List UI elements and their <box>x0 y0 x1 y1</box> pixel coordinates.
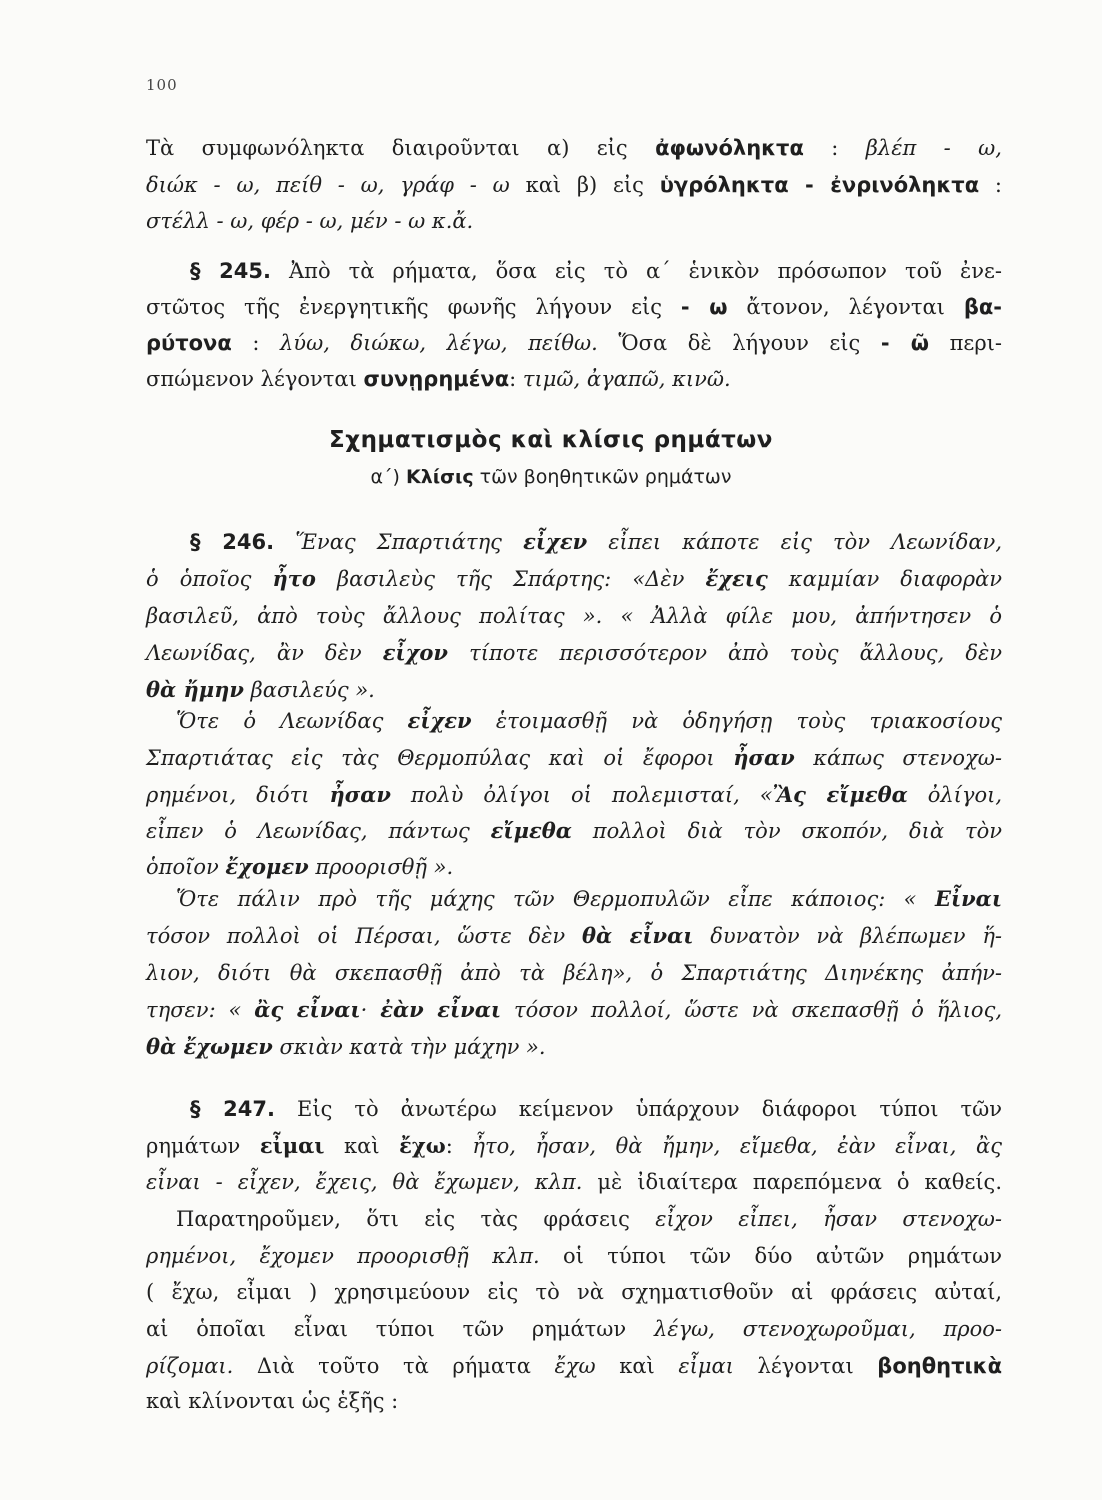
s247-line-7: αἱ ὁποῖαι εἶναι τύποι τῶν ρημάτων λέγω, στενοχωροῦμαι, προο- <box>146 1317 1002 1341</box>
s247-line-1: § 247. Εἰς τὸ ἀνωτέρω κείμενον ὑπάρχουν διάφοροι τύποι τῶν <box>190 1097 1002 1121</box>
term-synirimena: συνῃρημένα <box>363 367 510 391</box>
s247-line-8: ρίζομαι. Διὰ τοῦτο τὰ ρήματα ἔχω καὶ εἶμαι λέγονται βοηθητικὰ <box>146 1354 1002 1378</box>
s246-line-9: εἶπεν ὁ Λεωνίδας, πάντως εἴμεθα πολλοὶ διὰ τὸν σκοπόν, διὰ τὸν <box>146 818 1002 843</box>
term-voithitika: βοηθητικὰ <box>877 1354 1002 1378</box>
s247-line-4: Παρατηροῦμεν, ὅτι εἰς τὰς φράσεις εἶχον εἶπει, ἦσαν στενοχω- <box>176 1207 1002 1231</box>
s247-line-3: εἶναι - εἶχεν, ἔχεις, θὰ ἔχωμεν, κλπ. μὲ ἰδιαίτερα παρεπόμενα ὁ καθείς. <box>146 1170 1002 1194</box>
section-247-number: § 247. <box>190 1097 275 1121</box>
s246-line-15: θὰ ἔχωμεν σκιὰν κατὰ τὴν μάχην ». <box>146 1034 546 1059</box>
intro-line-1: Τὰ συμφωνόληκτα διαιροῦνται α) εἰς ἀφωνόληκτα : βλέπ - ω, <box>146 136 1002 160</box>
term-ygrolikta: ὑγρόληκτα - ἐνρινόληκτα <box>659 173 980 197</box>
s245-line-1: § 245. Ἀπὸ τὰ ρήματα, ὅσα εἰς τὸ α΄ ἑνικὸν πρόσωπον τοῦ ἐνε- <box>190 259 1002 283</box>
page-number: 100 <box>146 76 178 94</box>
s246-line-6: Ὅτε ὁ Λεωνίδας εἶχεν ἑτοιμασθῇ νὰ ὁδηγήσῃ τοὺς τριακοσίους <box>176 708 1002 733</box>
s247-line-9: καὶ κλίνονται ὡς ἑξῆς : <box>146 1389 399 1413</box>
s246-line-14: τησεν: « ἂς εἶναι· ἐὰν εἶναι τόσον πολλοί, ὥστε νὰ σκεπασθῇ ὁ ἥλιος, <box>146 997 1003 1022</box>
s247-line-6: ( ἔχω, εἶμαι ) χρησιμεύουν εἰς τὸ νὰ σχηματισθοῦν αἱ φράσεις αὐταί, <box>146 1280 1002 1304</box>
section-heading: Σχηματισμὸς καὶ κλίσις ρημάτων <box>329 427 773 453</box>
s246-line-12: τόσον πολλοὶ οἱ Πέρσαι, ὥστε δὲν θὰ εἶναι δυνατὸν νὰ βλέπωμεν ἥ- <box>146 923 1002 948</box>
term-barytona: βα- <box>963 295 1003 319</box>
section-246-number: § 246. <box>190 530 275 554</box>
intro-line-2: διώκ - ω, πείθ - ω, γράφ - ω καὶ β) εἰς ὑγρόληκτα - ἐνρινόληκτα : <box>146 173 1002 197</box>
s246-line-10: ὁποῖον ἔχομεν προορισθῇ ». <box>146 854 454 879</box>
section-245-number: § 245. <box>190 259 271 283</box>
s247-line-5: ρημένοι, ἔχομεν προορισθῇ κλπ. οἱ τύποι τῶν δύο αὐτῶν ρημάτων <box>146 1244 1002 1268</box>
s247-line-2: ρημάτων εἶμαι καὶ ἔχω: ἦτο, ἦσαν, θὰ ἤμην, εἴμεθα, ἐὰν εἶναι, ἂς <box>146 1133 1002 1158</box>
s246-line-3: βασιλεῦ, ἀπὸ τοὺς ἄλλους πολίτας ». « Ἀλλὰ φίλε μου, ἀπήντησεν ὁ <box>146 604 1002 628</box>
s246-line-4: Λεωνίδας, ἂν δὲν εἶχον τίποτε περισσότερον ἀπὸ τοὺς ἄλλους, δὲν <box>146 640 1002 665</box>
term-afonolikta: ἀφωνόληκτα <box>655 136 804 160</box>
s246-line-2: ὁ ὁποῖος ἦτο βασιλεὺς τῆς Σπάρτης: «Δὲν ἔχεις καμμίαν διαφορὰν <box>146 566 1002 591</box>
s246-line-13: λιον, διότι θὰ σκεπασθῇ ἀπὸ τὰ βέλη», ὁ Σπαρτιάτης Διηνέκης ἀπήν- <box>146 961 1002 985</box>
s245-line-2: στῶτος τῆς ἐνεργητικῆς φωνῆς λήγουν εἰς - ω ἄτονον, λέγονται βα- <box>146 295 1003 319</box>
s245-line-3: ρύτονα : λύω, διώκω, λέγω, πείθω. Ὅσα δὲ λήγουν εἰς - ῶ περι- <box>146 331 1002 355</box>
s246-line-11: Ὅτε πάλιν πρὸ τῆς μάχης τῶν Θερμοπυλῶν εἶπε κάποιος: « Εἶναι <box>176 886 1002 911</box>
s245-line-4: σπώμενον λέγονται συνῃρημένα: τιμῶ, ἀγαπῶ, κινῶ. <box>146 367 731 391</box>
s246-line-8: ρημένοι, διότι ἦσαν πολὺ ὀλίγοι οἱ πολεμισταί, «Ἂς εἴμεθα ὀλίγοι, <box>146 782 1003 807</box>
section-subheading: α΄) Κλίσις τῶν βοηθητικῶν ρημάτων <box>370 466 732 488</box>
s246-line-5: θὰ ἤμην βασιλεύς ». <box>146 677 375 702</box>
intro-line-3: στέλλ - ω, φέρ - ω, μέν - ω κ.ἄ. <box>146 209 474 233</box>
s246-line-1: § 246. Ἕνας Σπαρτιάτης εἶχεν εἶπει κάποτε εἰς τὸν Λεωνίδαν, <box>190 529 1002 554</box>
s246-line-7: Σπαρτιάτας εἰς τὰς Θερμοπύλας καὶ οἱ ἔφοροι ἦσαν κάπως στενοχω- <box>146 745 1002 770</box>
